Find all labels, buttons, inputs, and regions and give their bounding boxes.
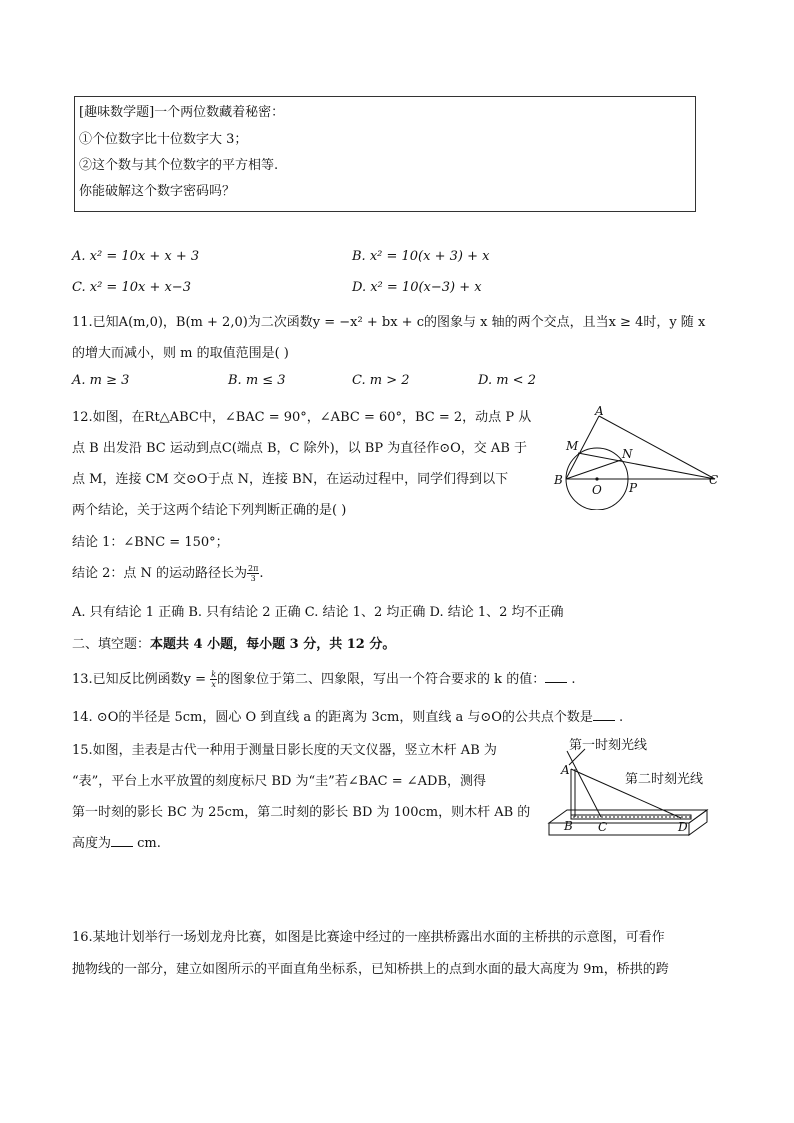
- q13-prefix: 13.已知反比例函数y =: [72, 672, 211, 687]
- q10-option-d: D. x² = 10(x−3) + x: [352, 280, 482, 295]
- puzzle-line-4: 你能破解这个数字密码吗？: [79, 184, 236, 199]
- q13-fraction-den: x: [211, 680, 216, 689]
- q12-line-3: 点 M，连接 CM 交⊙O于点 N，连接 BN，在运动过程中，同学们得到以下: [72, 472, 509, 487]
- label-m: M: [566, 439, 579, 453]
- first-ray-label: 第一时刻光线: [569, 738, 648, 753]
- q14-text: 14. ⊙O的半径是 5cm，圆心 O 到直线 a 的距离为 3cm，则直线 a 与⊙O的公共点个数是: [72, 710, 593, 725]
- q12-fraction-num: 2π: [248, 564, 259, 573]
- q16-line-2: 抛物线的一部分，建立如图所示的平面直角坐标系，已知桥拱上的点到水面的最大高度为 9m，桥拱的跨: [72, 962, 669, 977]
- puzzle-line-1: [趣味数学题]一个两位数藏着秘密：: [79, 105, 285, 120]
- q15-answer-blank[interactable]: [111, 834, 133, 847]
- q12-options: A. 只有结论 1 正确 B. 只有结论 2 正确 C. 结论 1、2 均正确 D. 结论 1、2 均不正确: [72, 605, 564, 620]
- q11-option-b: B. m ≤ 3: [228, 373, 286, 388]
- label-a: A: [595, 404, 604, 418]
- q13-answer-blank[interactable]: [545, 670, 567, 683]
- label-n: N: [622, 447, 633, 461]
- center-dot: [595, 477, 598, 480]
- puzzle-box: [74, 96, 696, 212]
- label-o: O: [592, 483, 602, 497]
- q15-line-4-prefix: 高度为: [72, 836, 112, 851]
- q10-option-c: C. x² = 10x + x−3: [72, 280, 191, 295]
- q15-line-4: [72, 832, 161, 851]
- label-a: A: [561, 763, 570, 777]
- q12-conclusion-1: 结论 1：∠BNC = 150°；: [72, 535, 229, 550]
- q13-end: .: [567, 672, 576, 687]
- label-b: B: [554, 473, 563, 487]
- section-2-label: 二、填空题：: [72, 637, 151, 652]
- label-p: P: [629, 481, 638, 495]
- q12-figure: [548, 400, 728, 510]
- section-2-title: [72, 633, 395, 652]
- q15-line-1: 15.如图，圭表是古代一种用于测量日影长度的天文仪器，竖立木杆 AB 为: [72, 743, 497, 758]
- label-c: C: [709, 473, 719, 487]
- q11-line-1: 11.已知A(m,0)，B(m + 2,0)为二次函数y = −x² + bx + c的图象与 x 轴的两个交点，且当x ≥ 4时，y 随 x: [72, 315, 706, 330]
- q12-line-1: 12.如图，在Rt△ABC中，∠BAC = 90°，∠ABC = 60°，BC = 2，动点 P 从: [72, 410, 532, 425]
- q13-suffix: 的图象位于第二、四象限，写出一个符合要求的 k 的值：: [217, 672, 546, 687]
- q11-option-a: A. m ≥ 3: [72, 373, 130, 388]
- section-2-desc: 本题共 4 小题，每小题 3 分，共 12 分。: [150, 637, 396, 652]
- q11-line-2: 的增大而减小，则 m 的取值范围是( ): [72, 346, 289, 361]
- q15-line-3: 第一时刻的影长 BC 为 25cm，第二时刻的影长 BD 为 100cm，则木杆 AB 的: [72, 805, 531, 820]
- q13: [72, 668, 575, 689]
- label-d: D: [678, 820, 688, 834]
- q10-option-a: A. x² = 10x + x + 3: [72, 249, 200, 264]
- q14-answer-blank[interactable]: [593, 708, 615, 721]
- q12-fraction: [247, 564, 259, 583]
- q12-line-4: 两个结论，关于这两个结论下列判断正确的是( ): [72, 503, 347, 518]
- q12-fraction-den: 3: [250, 574, 256, 583]
- q15-figure: [545, 733, 725, 843]
- q13-fraction-num: k: [211, 670, 217, 679]
- puzzle-line-3: ②这个数与其个位数字的平方相等.: [79, 158, 279, 173]
- q12-conclusion-2: [72, 562, 264, 583]
- second-ray-label: 第二时刻光线: [625, 772, 704, 787]
- q14: [72, 706, 623, 725]
- first-ray-line: [567, 751, 601, 817]
- q12-line-2: 点 B 出发沿 BC 运动到点C(端点 B，C 除外)，以 BP 为直径作⊙O，交 AB 于: [72, 441, 528, 456]
- label-b: B: [564, 819, 573, 833]
- q12-conclusion-2-prefix: 结论 2：点 N 的运动路径长为: [72, 566, 248, 581]
- q11-option-c: C. m > 2: [352, 373, 410, 388]
- q14-end: .: [614, 710, 624, 725]
- q11-option-d: D. m < 2: [478, 373, 536, 388]
- q15-line-2: “表”，平台上水平放置的刻度标尺 BD 为“圭”若∠BAC = ∠ADB，测得: [72, 774, 487, 789]
- label-c: C: [598, 820, 608, 834]
- segment-ac: [599, 416, 715, 479]
- platform-side: [689, 810, 707, 835]
- q10-option-b: B. x² = 10(x + 3) + x: [352, 249, 490, 264]
- puzzle-line-2: ①个位数字比十位数字大 3；: [79, 132, 248, 147]
- q12-conclusion-2-suffix: .: [259, 566, 264, 581]
- q16-line-1: 16.某地计划举行一场划龙舟比赛，如图是比赛途中经过的一座拱桥露出水面的主桥拱的示意图，可看作: [72, 930, 665, 945]
- segment-cm: [578, 453, 715, 479]
- q15-line-4-suffix: cm.: [133, 836, 161, 851]
